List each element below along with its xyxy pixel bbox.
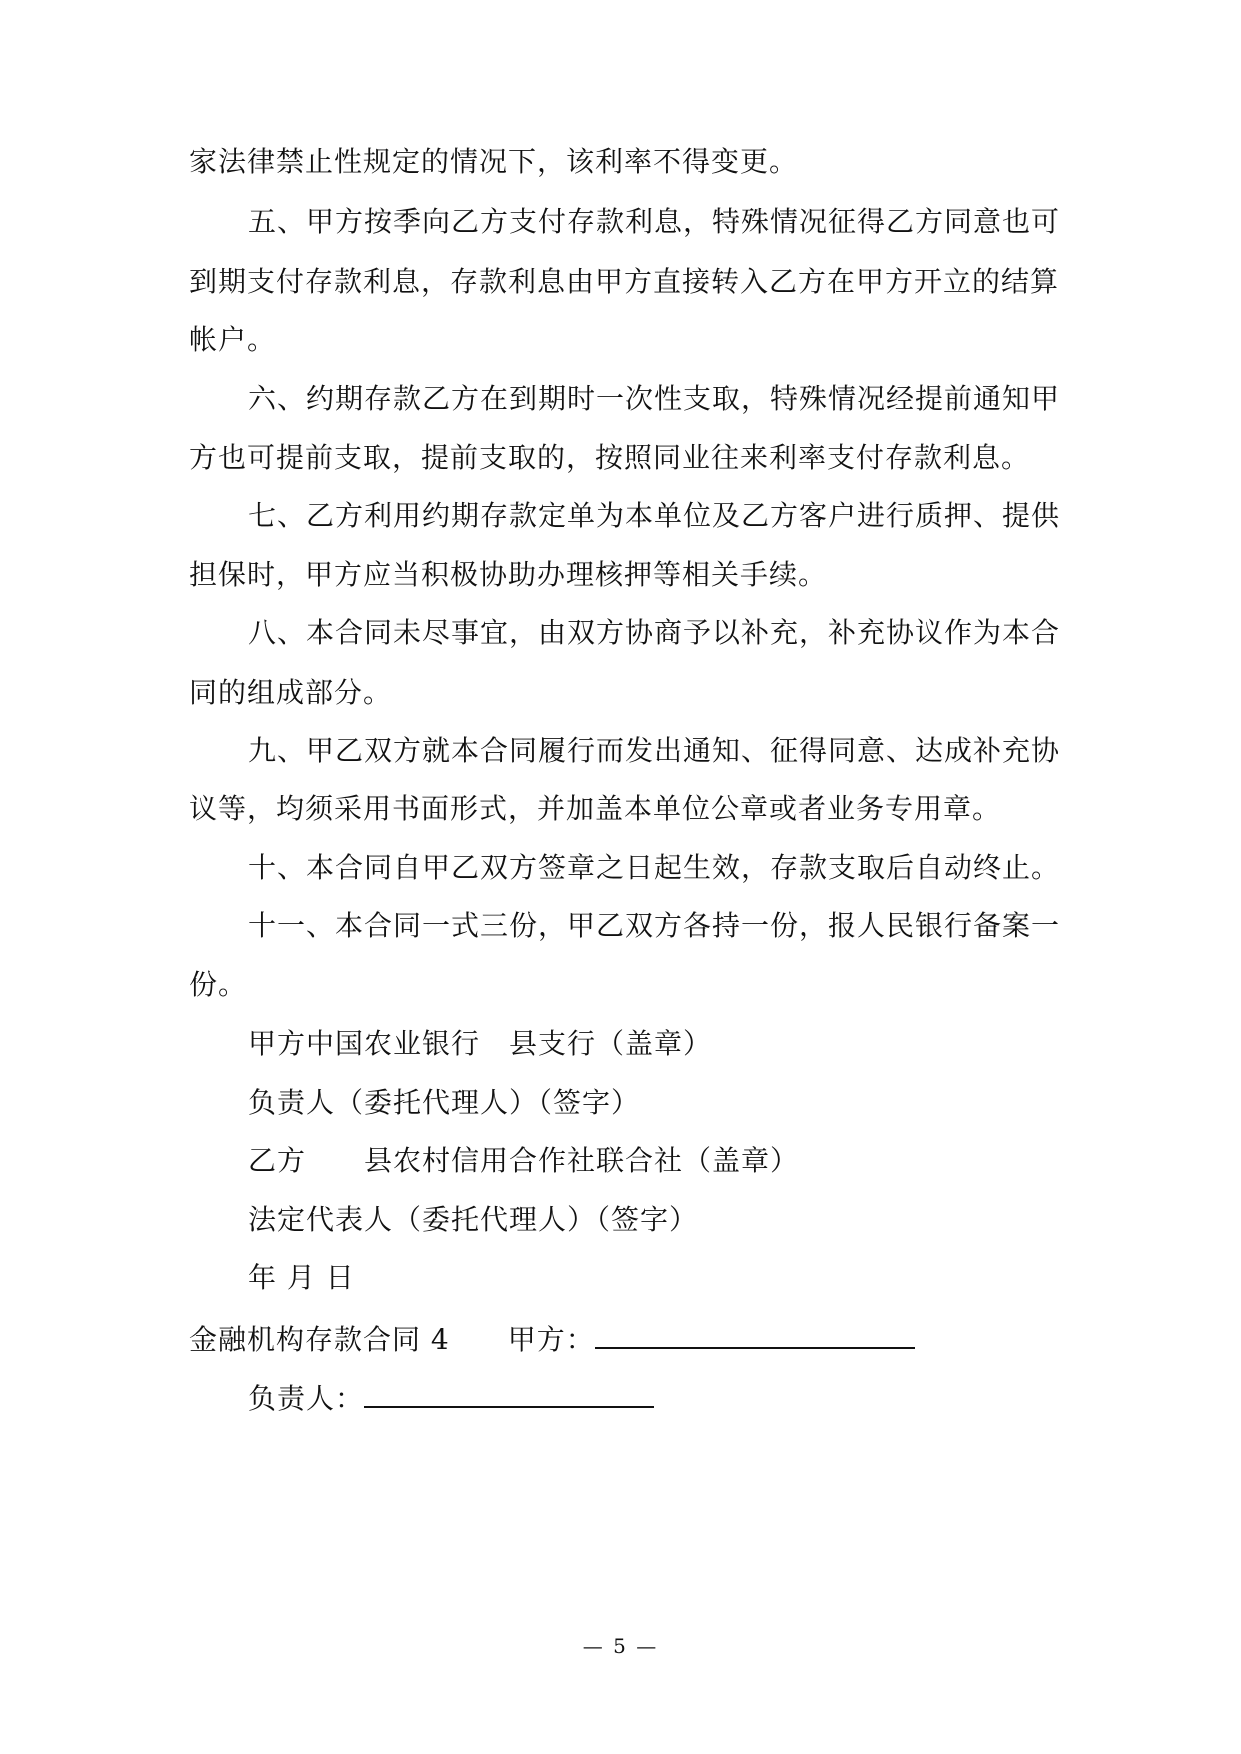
signature-party-a: 甲方中国农业银行 县支行（盖章） [248, 1027, 713, 1060]
paragraph-line: 担保时，甲方应当积极协助办理核押等相关手续。 [189, 558, 828, 591]
paragraph-line: 份。 [189, 968, 248, 1001]
signature-party-b: 乙方 县农村信用合作社联合社（盖章） [248, 1144, 800, 1177]
paragraph-line: 八、本合同未尽事宜，由双方协商予以补充，补充协议作为本合 [248, 616, 1061, 649]
signature-party-a-agent: 负责人（委托代理人）（签字） [248, 1086, 641, 1119]
signature-party-b-agent: 法定代表人（委托代理人）（签字） [248, 1203, 699, 1236]
paragraph-line: 方也可提前支取，提前支取的，按照同业往来利率支付存款利息。 [189, 441, 1031, 474]
signature-date: 年 月 日 [248, 1261, 355, 1294]
paragraph-line: 帐户。 [189, 323, 277, 356]
paragraph-line: 同的组成部分。 [189, 676, 393, 709]
paragraph-line: 十、本合同自甲乙双方签章之日起生效，存款支取后自动终止。 [248, 851, 1061, 884]
paragraph-line: 家法律禁止性规定的情况下，该利率不得变更。 [189, 145, 799, 178]
paragraph-line: 五、甲方按季向乙方支付存款利息，特殊情况征得乙方同意也可 [248, 205, 1061, 238]
paragraph-line: 十一、本合同一式三份，甲乙双方各持一份，报人民银行备案一 [248, 909, 1061, 942]
responsible-blank [364, 1376, 654, 1408]
paragraph-line: 议等，均须采用书面形式，并加盖本单位公章或者业务专用章。 [189, 792, 1002, 825]
party-a-label: 甲方： [507, 1323, 595, 1356]
party-a-blank [595, 1317, 915, 1349]
paragraph-line: 六、约期存款乙方在到期时一次性支取，特殊情况经提前通知甲 [248, 382, 1061, 415]
paragraph-line: 七、乙方利用约期存款定单为本单位及乙方客户进行质押、提供 [248, 499, 1061, 532]
responsible-label: 负责人： [248, 1382, 365, 1415]
responsible-line [248, 1376, 654, 1419]
paragraph-line: 九、甲乙双方就本合同履行而发出通知、征得同意、达成补充协 [248, 734, 1061, 767]
paragraph-line: 到期支付存款利息，存款利息由甲方直接转入乙方在甲方开立的结算 [189, 265, 1060, 298]
contract-title: 金融机构存款合同 4 [189, 1323, 450, 1356]
page-number: — 5 — [582, 1634, 659, 1658]
contract-title-line [189, 1317, 915, 1360]
